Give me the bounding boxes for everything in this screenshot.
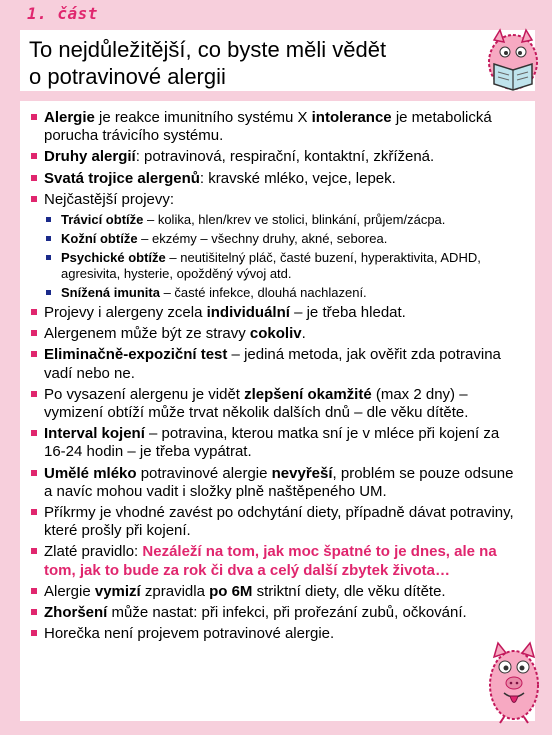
bold-text: po 6M bbox=[209, 582, 253, 600]
text-span: – časté infekce, dlouhá nachlazení. bbox=[159, 285, 367, 301]
text-span: : potravinová, respirační, kontaktní, zkřížená. bbox=[135, 148, 435, 166]
text-span: může nastat: při infekci, při prořezání zubů, očkování. bbox=[107, 604, 467, 622]
bold-text: Zhoršení bbox=[44, 604, 108, 622]
text-span: – je třeba hledat. bbox=[289, 304, 406, 322]
text-span: je metabolická porucha trávicího systému. bbox=[44, 109, 492, 145]
text-span: Nejčastější projevy: bbox=[44, 190, 175, 208]
text-span: Projevy i alergeny zcela bbox=[44, 304, 207, 322]
text-span: Alergie bbox=[44, 582, 95, 600]
bold-text: Druhy alergií bbox=[44, 148, 136, 166]
bold-text: Alergie bbox=[44, 109, 95, 126]
list-item bbox=[30, 170, 525, 188]
bold-text: Umělé mléko bbox=[44, 464, 137, 482]
list-item bbox=[30, 425, 525, 461]
bold-text: Trávicí obtíže bbox=[61, 212, 144, 228]
text-span: . bbox=[301, 325, 306, 343]
text-span: – neutišitelný pláč, časté buzení, hyperaktivita, ADHD, agresivita, hysterie, opožděný vývoj atd. bbox=[61, 250, 481, 282]
list-item bbox=[30, 465, 525, 501]
highlight-text: Nezáleží na tom, jak moc špatné to je dnes, ale na tom, jak to bude za rok či dva a celý další zbytek života… bbox=[44, 543, 497, 579]
bold-text: intolerance bbox=[311, 109, 392, 126]
text-span: potravinové alergie bbox=[136, 464, 272, 482]
text-span: Horečka není projevem potravinové alergie. bbox=[44, 625, 335, 643]
text-span: Alergenem může být ze stravy bbox=[44, 325, 250, 343]
sub-list-item bbox=[30, 285, 525, 301]
bold-text: vymizí bbox=[94, 582, 141, 600]
page-title bbox=[29, 36, 535, 90]
text-span: Zlaté pravidlo: bbox=[44, 543, 143, 561]
text-span: (max 2 dny) – vymizení obtíží může trvat několik dalších dnů – dle věku dítěte. bbox=[44, 385, 469, 422]
text-span: – kolika, hlen/krev ve stolici, blinkání, průjem/zácpa. bbox=[143, 212, 446, 228]
text-span: zpravidla bbox=[140, 582, 210, 600]
list-item bbox=[30, 148, 525, 166]
text-span: – ekzémy – všechny druhy, akné, seborea. bbox=[137, 231, 388, 247]
text-span: Po vysazení alergenu je vidět bbox=[44, 385, 245, 403]
list-item bbox=[30, 543, 525, 579]
list-item bbox=[30, 386, 525, 422]
part-label: 1. část bbox=[27, 4, 98, 23]
bold-text: Kožní obtíže bbox=[61, 231, 138, 247]
list-item bbox=[30, 625, 525, 643]
sub-list-item bbox=[30, 250, 525, 282]
tongue-pig-illustration bbox=[484, 637, 544, 725]
bold-text: nevyřeší bbox=[271, 464, 333, 482]
bold-text: Snížená imunita bbox=[61, 285, 160, 301]
text-span: striktní diety, dle věku dítěte. bbox=[252, 582, 446, 600]
title-box bbox=[20, 30, 535, 91]
text-span: , problém se pouze odsune a navíc mohou vadit i složky plně naštěpeného UM. bbox=[44, 464, 514, 500]
bold-text: Svatá trojice alergenů bbox=[44, 169, 200, 187]
bold-text: cokoliv bbox=[249, 325, 302, 343]
text-span: – potravina, kterou matka sní je v mléce při kojení za 16-24 hodin – je třeba vypátrat. bbox=[44, 425, 500, 461]
reading-pig-illustration bbox=[480, 28, 546, 96]
bold-text: Psychické obtíže bbox=[61, 250, 166, 266]
list-item bbox=[30, 504, 525, 540]
text-span: : kravské mléko, vejce, lepek. bbox=[199, 169, 396, 187]
bold-text: Eliminačně-expoziční test bbox=[44, 346, 228, 364]
content-card bbox=[20, 101, 535, 721]
sub-list-item bbox=[30, 231, 525, 247]
sub-list-item bbox=[30, 212, 525, 228]
bold-text: zlepšení okamžité bbox=[244, 385, 372, 403]
list-item bbox=[30, 109, 525, 145]
bullet-list bbox=[30, 109, 525, 643]
list-item bbox=[30, 346, 525, 382]
text-span: je reakce imunitního systému X bbox=[94, 109, 312, 126]
list-item bbox=[30, 583, 525, 601]
text-span: – jediná metoda, jak ověřit zda potravina vadí nebo ne. bbox=[44, 346, 501, 382]
bold-text: Interval kojení bbox=[44, 425, 145, 443]
list-item bbox=[30, 325, 525, 343]
list-item bbox=[30, 191, 525, 209]
bold-text: individuální bbox=[206, 304, 290, 322]
list-item bbox=[30, 304, 525, 322]
title-line-1: To nejdůležitější, co byste měli vědět bbox=[29, 37, 387, 62]
title-line-2: o potravinové alergii bbox=[29, 64, 226, 89]
text-span: Příkrmy je vhodné zavést po odchytání diety, případně dávat potraviny, které prošly při kojení. bbox=[44, 504, 514, 540]
list-item bbox=[30, 604, 525, 622]
